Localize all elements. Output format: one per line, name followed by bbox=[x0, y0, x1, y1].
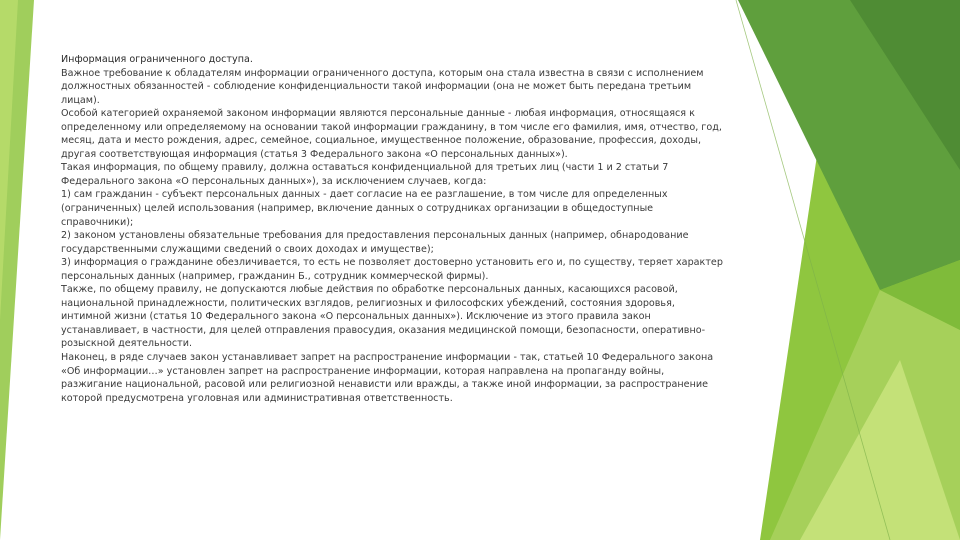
paragraph-prohibited-processing: Также, по общему правилу, не допускаются любые действия по обработке персональных данных, касающихся расовой, национальной принадлежности, политических взглядов, религиозных и философских убеждений, состояния здоровья, интимной жизни (статья 10 Федерального закона «О персональных данных»). Исключение из этого правила закон устанавливает, в частности, для целей отправления правосудия, оказания медицинской помощи, безопасности, оперативно-розыскной деятельности. bbox=[61, 284, 706, 350]
text-block bbox=[61, 53, 725, 405]
paragraph-confidentiality-exceptions: Такая информация, по общему правилу, должна оставаться конфиденциальной для третьих лиц (части 1 и 2 статьи 7 Федерального закона «О персональных данных»), за исключением случаев, когда: bbox=[61, 162, 669, 187]
paragraph-personal-data: Особой категорией охраняемой законом информации являются персональные данные - любая информация, относящаяся к определенному или определяемому на основании такой информации гражданину, в том числе его фамилия, имя, отчество, год, месяц, дата и место рождения, адрес, семейное, социальное, имущественное положение, образование, профессия, доходы, другая соответствующая информация (статья 3 Федерального закона «О персональных данных»). bbox=[61, 108, 722, 160]
paragraph-requirement: Важное требование к обладателям информации ограниченного доступа, которым она стала известна в связи с исполнением должностных обязанностей - соблюдение конфиденциальности такой информации (она не может быть передана третьим лицам). bbox=[61, 67, 704, 106]
list-item-anonymized: 3) информация о гражданине обезличивается, то есть не позволяет достоверно установить его и, по существу, теряет характер персональных данных (например, гражданин Б., сотрудник коммерческой фирмы). bbox=[61, 257, 723, 282]
list-item-consent: 1) сам гражданин - субъект персональных данных - дает согласие на ее разглашение, в том числе для определенных (ограниченных) целей использования (например, включение данных о сотрудниках организации в общедоступные справочники); bbox=[61, 189, 668, 228]
paragraph-distribution-ban: Наконец, в ряде случаев закон устанавливает запрет на распространение информации - так, статьей 10 Федерального закона «Об информации…» установлен запрет на распространение информации, которая направлена на пропаганду войны, разжигание национальной, расовой или религиозной ненависти или вражды, а также иной информации, за распространение которой предусмотрена уголовная или административная ответственность. bbox=[61, 352, 714, 404]
heading-restricted-info: Информация ограниченного доступа. bbox=[61, 54, 253, 65]
list-item-legal-requirement: 2) законом установлены обязательные требования для предоставления персональных данных (например, обнародование государственными служащими сведений о своих доходах и имуществе); bbox=[61, 230, 689, 255]
